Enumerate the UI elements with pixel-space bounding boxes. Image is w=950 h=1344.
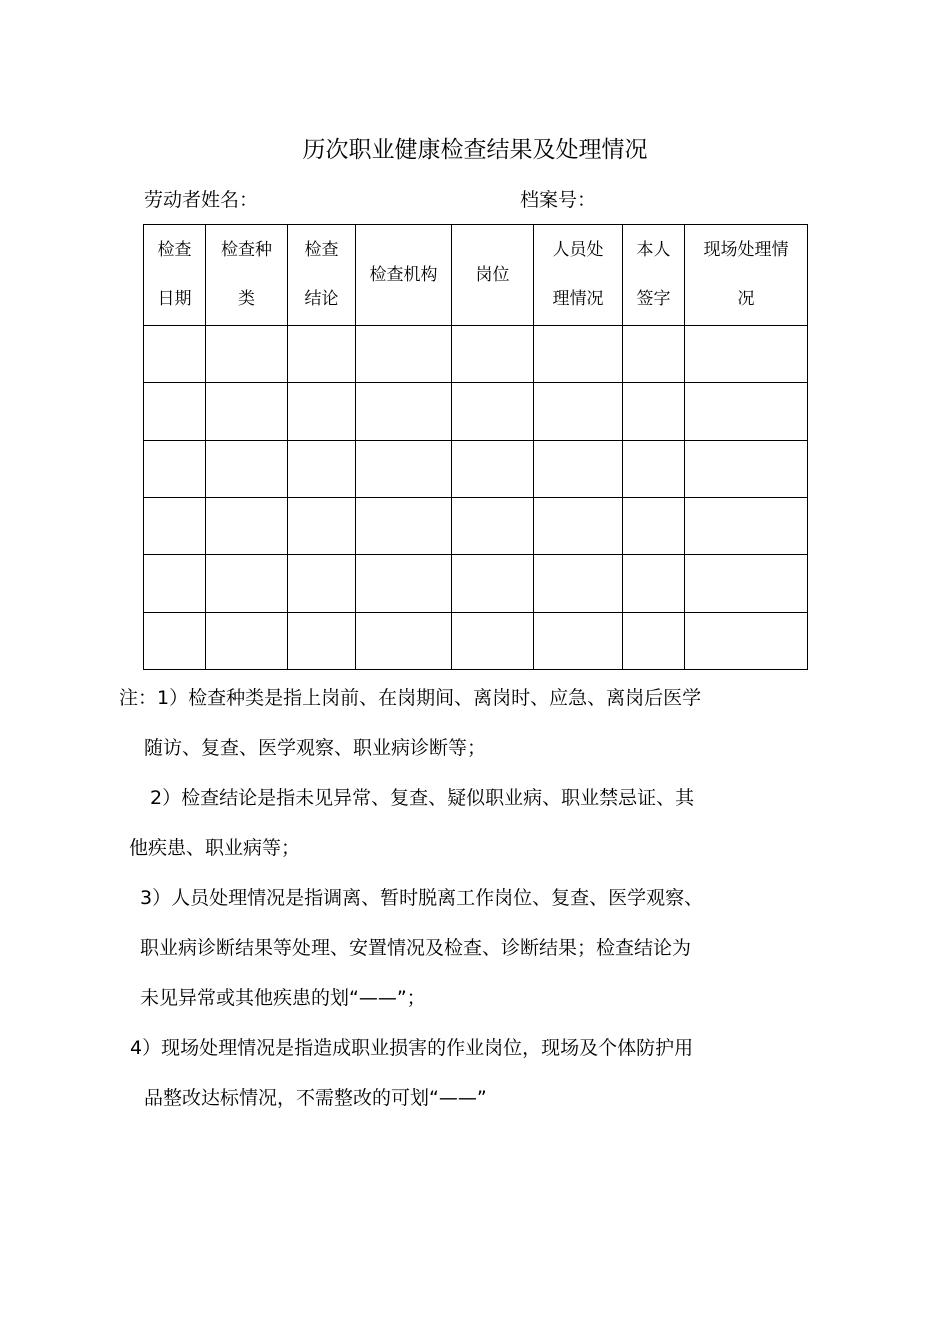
table-cell[interactable]	[288, 612, 356, 669]
worker-name-label: 劳动者姓名：	[144, 189, 259, 211]
header-personnel-handling: 人员处 理情况	[534, 225, 623, 326]
table-cell[interactable]	[356, 497, 452, 554]
table-cell[interactable]	[288, 497, 356, 554]
note-line: 2）检查结论是指未见异常、复查、疑似职业病、职业禁忌证、其	[150, 787, 695, 809]
table-cell[interactable]	[288, 555, 356, 612]
table-cell[interactable]	[685, 555, 808, 612]
table-cell[interactable]	[623, 440, 685, 497]
table-cell[interactable]	[206, 612, 288, 669]
table-cell[interactable]	[534, 383, 623, 440]
table-cell[interactable]	[356, 326, 452, 383]
table-cell[interactable]	[452, 383, 534, 440]
table-cell[interactable]	[534, 440, 623, 497]
table-cell[interactable]	[534, 555, 623, 612]
note-line: 随访、复查、医学观察、职业病诊断等；	[144, 737, 487, 759]
header-position: 岗位	[452, 225, 534, 326]
table-cell[interactable]	[623, 383, 685, 440]
table-cell[interactable]	[206, 383, 288, 440]
table-cell[interactable]	[452, 612, 534, 669]
table-cell[interactable]	[356, 555, 452, 612]
table-row	[144, 497, 808, 554]
table-cell[interactable]	[206, 555, 288, 612]
table-cell[interactable]	[452, 440, 534, 497]
table-cell[interactable]	[356, 612, 452, 669]
table-cell[interactable]	[685, 440, 808, 497]
table-cell[interactable]	[144, 555, 206, 612]
table-cell[interactable]	[685, 612, 808, 669]
table-row	[144, 326, 808, 383]
header-exam-conclusion: 检查 结论	[288, 225, 356, 326]
table-header-row	[144, 225, 808, 326]
note-line: 4）现场处理情况是指造成职业损害的作业岗位，现场及个体防护用	[130, 1037, 694, 1059]
note-line: 3）人员处理情况是指调离、暂时脱离工作岗位、复查、医学观察、	[140, 887, 704, 909]
table-cell[interactable]	[356, 383, 452, 440]
header-site-handling: 现场处理情 况	[685, 225, 808, 326]
header-exam-date: 检查 日期	[144, 225, 206, 326]
table-cell[interactable]	[623, 326, 685, 383]
note-line: 未见异常或其他疾患的划“——”；	[140, 987, 426, 1009]
table-cell[interactable]	[144, 440, 206, 497]
table-cell[interactable]	[288, 383, 356, 440]
header-signature: 本人 签字	[623, 225, 685, 326]
table-row	[144, 612, 808, 669]
table-cell[interactable]	[534, 612, 623, 669]
exam-record-table	[143, 224, 808, 670]
table-cell[interactable]	[452, 326, 534, 383]
table-cell[interactable]	[144, 612, 206, 669]
table-cell[interactable]	[144, 383, 206, 440]
table-cell[interactable]	[452, 497, 534, 554]
table-row	[144, 440, 808, 497]
table-cell[interactable]	[206, 440, 288, 497]
table-cell[interactable]	[452, 555, 534, 612]
table-cell[interactable]	[623, 612, 685, 669]
note-line: 品整改达标情况，不需整改的可划“——”	[144, 1087, 487, 1109]
table-cell[interactable]	[534, 326, 623, 383]
table-row	[144, 555, 808, 612]
note-line: 注：1）检查种类是指上岗前、在岗期间、离岗时、应急、离岗后医学	[119, 687, 702, 709]
table-row	[144, 383, 808, 440]
table-cell[interactable]	[356, 440, 452, 497]
table-cell[interactable]	[685, 497, 808, 554]
table-cell[interactable]	[288, 440, 356, 497]
archive-number-label: 档案号：	[520, 189, 597, 211]
header-exam-type: 检查种 类	[206, 225, 288, 326]
page-title: 历次职业健康检查结果及处理情况	[302, 137, 648, 163]
note-line: 职业病诊断结果等处理、安置情况及检查、诊断结果；检查结论为	[140, 937, 692, 959]
table-cell[interactable]	[623, 555, 685, 612]
table-cell[interactable]	[685, 383, 808, 440]
table-cell[interactable]	[206, 497, 288, 554]
table-cell[interactable]	[288, 326, 356, 383]
table-cell[interactable]	[144, 326, 206, 383]
table-cell[interactable]	[685, 326, 808, 383]
table-cell[interactable]	[144, 497, 206, 554]
note-line: 他疾患、职业病等；	[129, 837, 301, 859]
table-cell[interactable]	[623, 497, 685, 554]
table-cell[interactable]	[206, 326, 288, 383]
table-cell[interactable]	[534, 497, 623, 554]
header-exam-institution: 检查机构	[356, 225, 452, 326]
